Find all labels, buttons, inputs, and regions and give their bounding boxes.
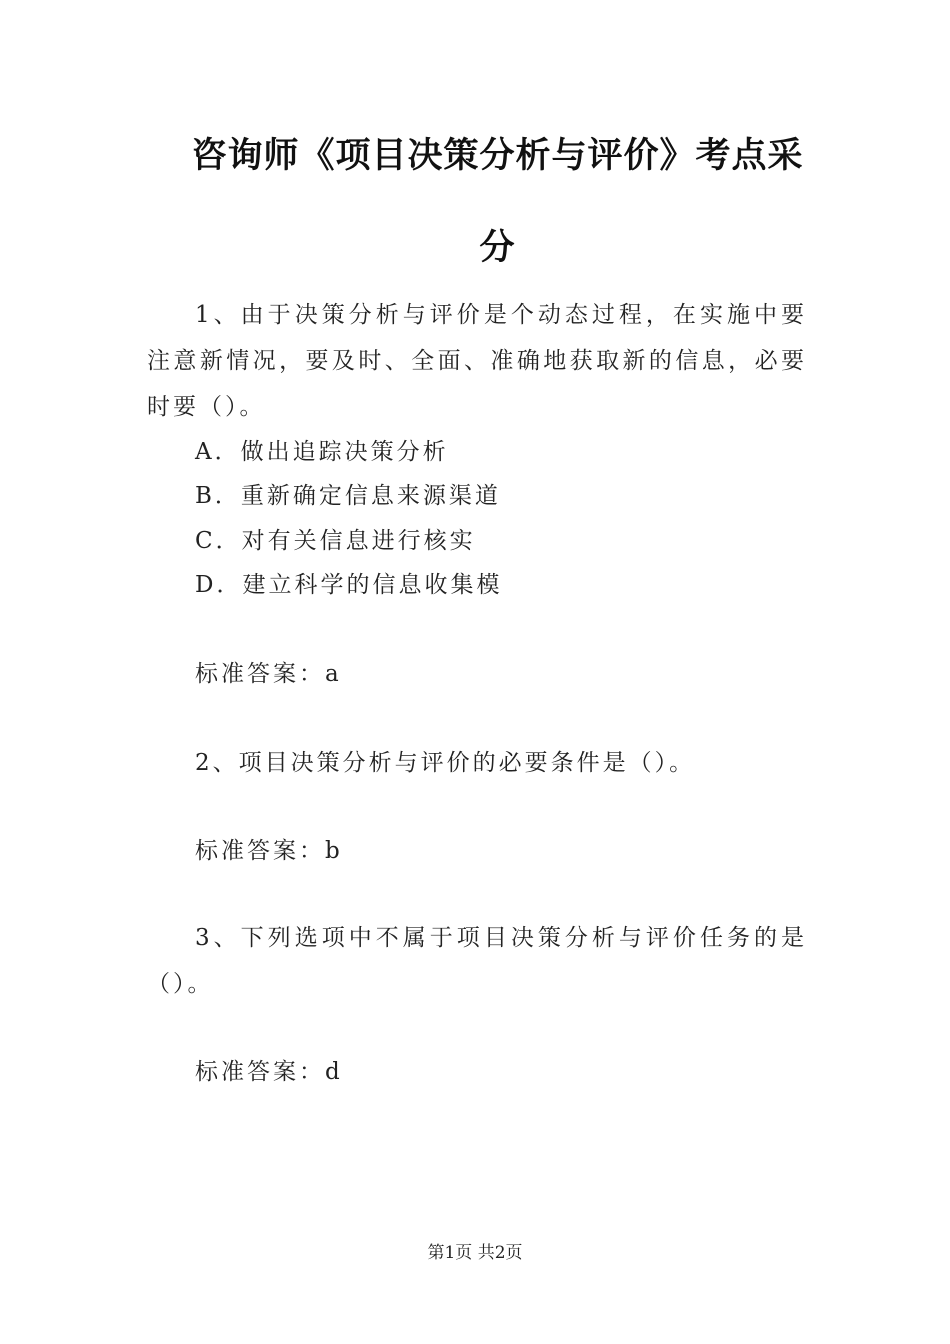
- question-2-text: 2、项目决策分析与评价的必要条件是（）。: [195, 750, 696, 776]
- question-3-answer: 标准答案：d: [195, 1059, 343, 1085]
- document-title-line-2: 分: [479, 228, 516, 268]
- question-1-answer: 标准答案：a: [195, 661, 342, 687]
- question-1-option-a: A．做出追踪决策分析: [195, 439, 449, 465]
- question-2-answer: 标准答案：b: [195, 838, 343, 864]
- question-3-text: 3、下列选项中不属于项目决策分析与评价任务的是（）。: [147, 925, 807, 997]
- document-title-line-1: 咨询师《项目决策分析与评价》考点采: [191, 136, 804, 176]
- question-1-option-b: B．重新确定信息来源渠道: [195, 483, 501, 509]
- question-1-text: 1、由于决策分析与评价是个动态过程，在实施中要注意新情况，要及时、全面、准确地获取新的信息，必要时要（）。: [147, 302, 807, 420]
- question-1-option-d: D．建立科学的信息收集模: [195, 572, 503, 598]
- page-footer: 第1页 共2页: [427, 1243, 523, 1263]
- question-1-option-c: C．对有关信息进行核实: [195, 528, 476, 554]
